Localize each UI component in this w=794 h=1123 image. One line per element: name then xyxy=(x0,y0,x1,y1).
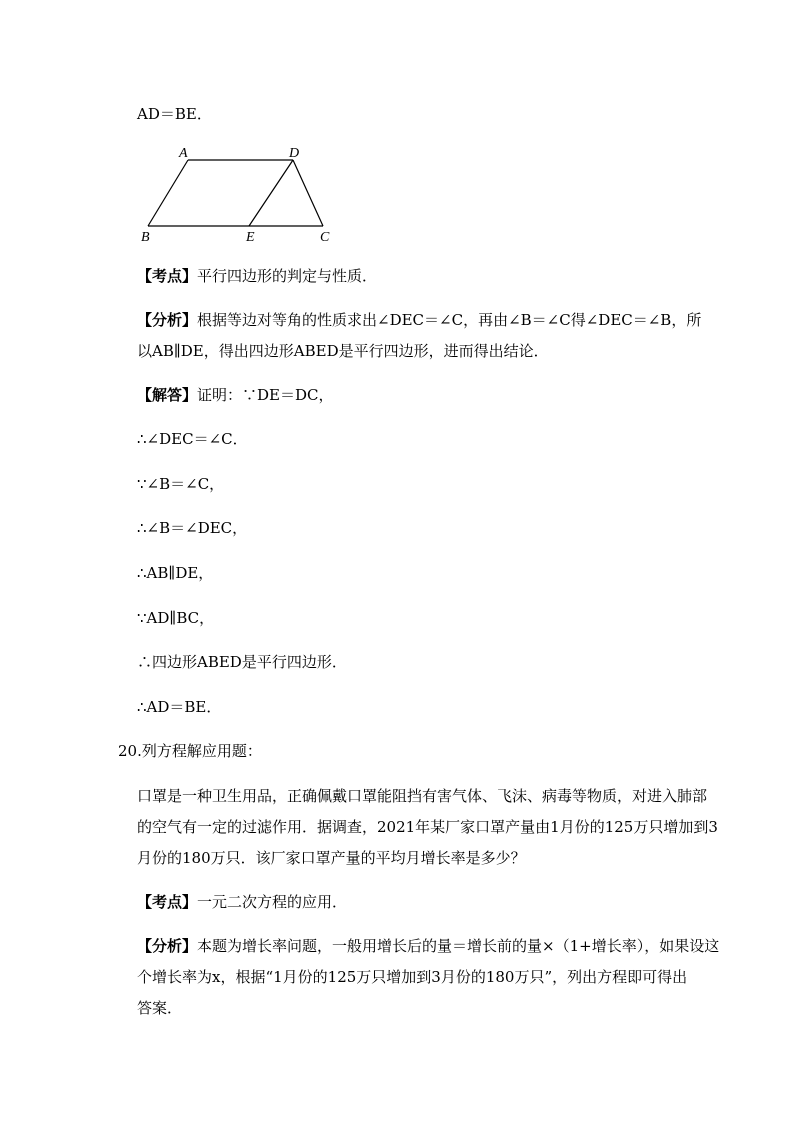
jieda-tag: 【解答】 xyxy=(137,386,198,404)
segment-dc xyxy=(293,160,323,226)
fenxi-tag: 【分析】 xyxy=(137,937,198,955)
q20-problem-line2: 的空气有一定的过滤作用．据调查，2021年某厂家口罩产量由1月份的125万只增加到3 xyxy=(137,818,718,836)
proof-step: ∴四边形ABED是平行四边形． xyxy=(137,653,347,671)
q20-fenxi-line3: 答案． xyxy=(137,999,183,1017)
q20-problem-line3: 月份的180万只．该厂家口罩产量的平均月增长率是多少？ xyxy=(137,849,526,867)
fenxi-tag: 【分析】 xyxy=(137,311,198,329)
top-conclusion-text: AD＝BE． xyxy=(137,105,212,123)
q20-problem-line1: 口罩是一种卫生用品，正确佩戴口罩能阻挡有害气体、飞沫、病毒等物质，对进入肺部 xyxy=(137,787,708,805)
label-b: B xyxy=(141,230,150,245)
proof-step: ∵∠B＝∠C， xyxy=(137,475,225,493)
geometry-figure xyxy=(138,142,338,246)
kaodian-text: 一元二次方程的应用． xyxy=(197,893,348,911)
q20-fenxi-line1 xyxy=(137,936,719,956)
q19-fenxi-line1 xyxy=(137,310,701,330)
fenxi-text: 根据等边对等角的性质求出∠DEC＝∠C，再由∠B＝∠C得∠DEC＝∠B，所 xyxy=(197,311,702,329)
q20-fenxi-line2: 个增长率为x，根据“1月份的125万只增加到3月份的180万只”，列出方程即可得出 xyxy=(137,968,688,986)
proof-step: ∴∠B＝∠DEC， xyxy=(137,519,248,537)
proof-step: ∴AB∥DE， xyxy=(137,564,214,582)
q20-title: 20.列方程解应用题： xyxy=(118,742,262,760)
segment-ab xyxy=(148,160,188,226)
figure-lines xyxy=(148,160,323,226)
label-e: E xyxy=(246,230,255,245)
segment-de xyxy=(249,160,293,226)
jieda-text: 证明：∵DE＝DC， xyxy=(197,386,334,404)
fenxi-text: 以AB∥DE，得出四边形ABED是平行四边形，进而得出结论． xyxy=(137,342,549,360)
kaodian-text: 平行四边形的判定与性质． xyxy=(197,267,378,285)
q19-jieda xyxy=(137,385,334,405)
kaodian-tag: 【考点】 xyxy=(137,267,198,285)
top-conclusion-line xyxy=(137,104,212,124)
label-c: C xyxy=(320,230,330,245)
kaodian-tag: 【考点】 xyxy=(137,893,198,911)
q19-fenxi-line2 xyxy=(137,341,549,361)
fenxi-text: 本题为增长率问题，一般用增长后的量＝增长前的量×（1+增长率），如果设这 xyxy=(197,937,720,955)
proof-step: ∵AD∥BC， xyxy=(137,609,215,627)
proof-step: ∴AD＝BE． xyxy=(137,698,222,716)
proof-step: ∴∠DEC＝∠C． xyxy=(137,430,248,448)
q20-kaodian xyxy=(137,892,347,912)
label-d: D xyxy=(289,146,300,161)
q19-kaodian xyxy=(137,266,377,286)
label-a: A xyxy=(179,146,188,161)
